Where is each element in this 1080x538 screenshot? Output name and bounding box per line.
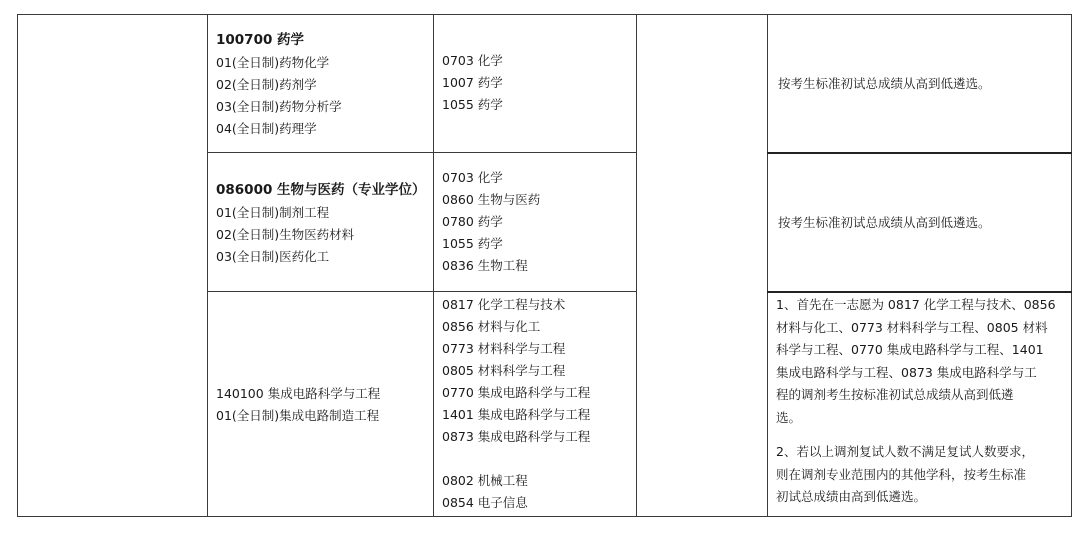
column-divider-major (207, 14, 208, 517)
note-cell-3 (776, 294, 1056, 509)
major-cell-3 (216, 383, 380, 427)
direction-item: 01(全日制)集成电路制造工程 (216, 408, 380, 423)
code-item: 0703 化学 (442, 53, 503, 68)
direction-item: 04(全日制)药理学 (216, 121, 317, 136)
direction-item: 03(全日制)医药化工 (216, 249, 330, 264)
column-divider-note (767, 14, 768, 517)
major-heading: 140100 集成电路科学与工程 (216, 386, 381, 401)
note-cell-2: 按考生标准初试总成绩从高到低遴选。 (778, 215, 991, 230)
table-border-top (17, 14, 1072, 15)
row-divider-2 (207, 291, 637, 292)
note-line: 初试总成绩由高到低遴选。 (776, 489, 927, 504)
direction-item: 01(全日制)药物化学 (216, 55, 330, 70)
code-item: 0836 生物工程 (442, 258, 528, 273)
note-line: 科学与工程、0770 集成电路科学与工程、1401 (776, 342, 1044, 357)
note-line: 2、若以上调剂复试人数不满足复试人数要求， (776, 444, 1034, 459)
note-paragraph-2 (776, 441, 1056, 509)
code-item: 0703 化学 (442, 170, 503, 185)
row-divider-1-note (767, 152, 1072, 154)
note-line: 1、首先在一志愿为 0817 化学工程与技术、0856 (776, 297, 1056, 312)
codes-cell-1 (442, 50, 503, 116)
code-item: 0805 材料科学与工程 (442, 363, 566, 378)
code-item: 1007 药学 (442, 75, 503, 90)
table-border-left (17, 14, 18, 517)
table-border-right (1071, 14, 1072, 517)
code-item: 0770 集成电路科学与工程 (442, 385, 591, 400)
direction-item: 03(全日制)药物分析学 (216, 99, 342, 114)
column-divider-codes (433, 14, 434, 517)
note-line: 则在调剂专业范围内的其他学科，按考生标准 (776, 466, 1027, 482)
note-paragraph-1 (776, 294, 1056, 429)
major-heading: 100700 药学 (216, 32, 305, 48)
code-item: 1055 药学 (442, 97, 503, 112)
code-item: 0817 化学工程与技术 (442, 297, 566, 312)
direction-item: 01(全日制)制剂工程 (216, 205, 330, 220)
direction-item: 02(全日制)生物医药材料 (216, 227, 355, 242)
code-item: 0802 机械工程 (442, 473, 528, 488)
code-item: 1055 药学 (442, 236, 503, 251)
code-item: 0860 生物与医药 (442, 192, 541, 207)
codes-cell-2 (442, 167, 540, 277)
major-heading: 086000 生物与医药（专业学位） (216, 182, 426, 198)
code-item: 0854 电子信息 (442, 495, 528, 510)
note-line: 程的调剂考生按标准初试总成绩从高到低遴 (776, 387, 1014, 402)
note-line: 集成电路科学与工程、0873 集成电路科学与工 (776, 364, 1037, 380)
major-cell-2 (216, 178, 426, 268)
note-cell-1: 按考生标准初试总成绩从高到低遴选。 (778, 76, 991, 91)
code-item: 0873 集成电路科学与工程 (442, 429, 591, 444)
code-item: 0856 材料与化工 (442, 319, 541, 334)
column-divider-empty (636, 14, 637, 517)
row-divider-2-note (767, 291, 1072, 293)
codes-cell-3 (442, 294, 590, 514)
code-item: 0780 药学 (442, 214, 503, 229)
note-line: 材料与化工、0773 材料科学与工程、0805 材料 (776, 319, 1048, 335)
direction-item: 02(全日制)药剂学 (216, 77, 317, 92)
code-item: 0773 材料科学与工程 (442, 341, 566, 356)
table-border-bottom (17, 516, 1072, 517)
note-line: 选。 (776, 409, 802, 425)
code-item: 1401 集成电路科学与工程 (442, 407, 591, 422)
row-divider-1 (207, 152, 637, 153)
major-cell-1 (216, 28, 342, 140)
